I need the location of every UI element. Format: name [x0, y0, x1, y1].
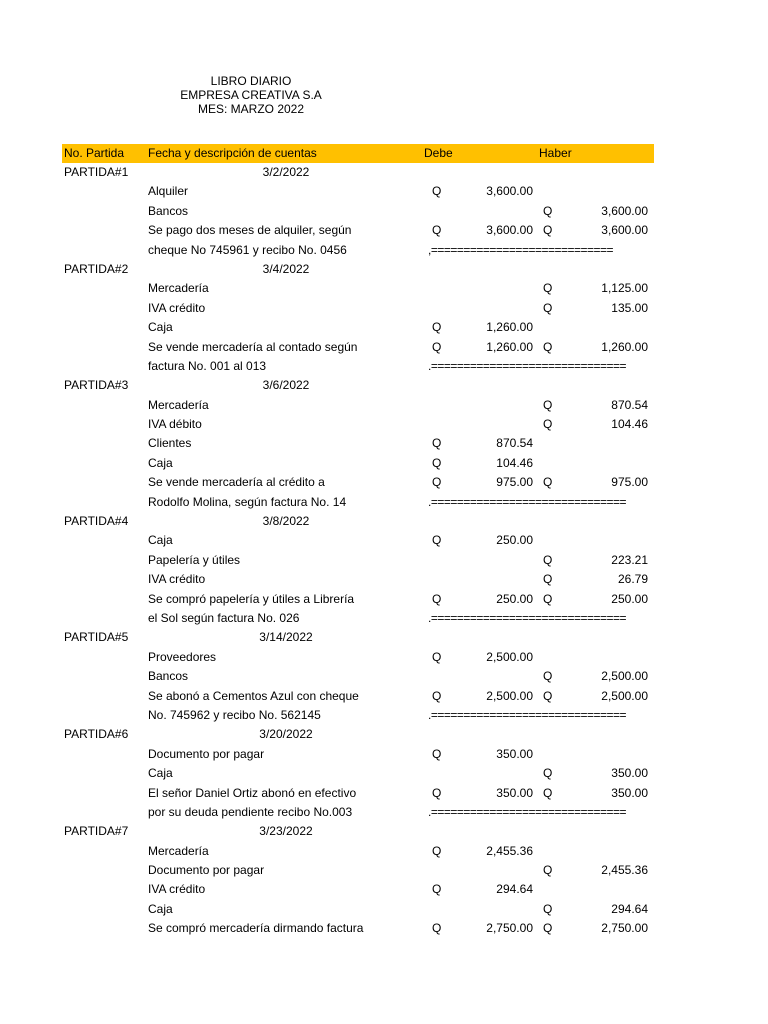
header-haber: Haber	[539, 146, 572, 160]
account-description: Documento por pagar	[148, 746, 265, 761]
account-description: Mercadería	[148, 281, 209, 296]
title-line: LIBRO DIARIO	[210, 74, 292, 88]
separator-line: .==============================	[428, 610, 627, 625]
debe-amount: 2,500.00	[486, 688, 533, 703]
entry-row	[62, 279, 654, 298]
haber-amount: 975.00	[611, 475, 648, 490]
header-partida: No. Partida	[64, 146, 125, 160]
partida-label: PARTIDA#3	[64, 378, 129, 393]
entry-row	[62, 900, 654, 919]
debe-amount: 2,750.00	[486, 921, 533, 936]
account-description: Caja	[148, 901, 173, 916]
partida-label: PARTIDA#6	[64, 727, 129, 742]
haber-amount: 2,500.00	[601, 688, 648, 703]
partida-label: PARTIDA#2	[64, 261, 129, 276]
header-description: Fecha y descripción de cuentas	[148, 146, 317, 160]
entry-row	[62, 590, 654, 609]
haber-amount: 3,600.00	[601, 203, 648, 218]
journal-table	[62, 144, 654, 939]
partida-row	[62, 628, 654, 647]
debe-amount: 2,455.36	[486, 843, 533, 858]
note-row	[62, 241, 654, 260]
account-description: Se compró mercadería dirmando factura	[148, 921, 364, 936]
haber-amount: 2,500.00	[601, 669, 648, 684]
account-description: Mercadería	[148, 843, 209, 858]
partida-date: 3/2/2022	[262, 165, 310, 179]
debe-amount: 350.00	[496, 785, 533, 800]
debe-amount: 3,600.00	[486, 184, 533, 199]
account-description: Caja	[148, 320, 173, 335]
table-header	[62, 144, 654, 163]
entry-row	[62, 299, 654, 318]
entry-row	[62, 648, 654, 667]
account-description: IVA crédito	[148, 572, 206, 587]
partida-label: PARTIDA#4	[64, 514, 129, 529]
haber-currency: Q	[543, 281, 553, 296]
debe-currency: Q	[432, 688, 442, 703]
debe-amount: 3,600.00	[486, 223, 533, 238]
separator-line: .==============================	[428, 804, 627, 819]
account-description: Se abonó a Cementos Azul con cheque	[148, 688, 359, 703]
entry-row	[62, 551, 654, 570]
debe-currency: Q	[432, 436, 442, 451]
entry-row	[62, 396, 654, 415]
debe-amount: 870.54	[496, 436, 533, 451]
haber-amount: 350.00	[611, 766, 648, 781]
account-description: Se vende mercadería al crédito a	[148, 475, 325, 490]
account-description: Documento por pagar	[148, 863, 265, 878]
partida-row	[62, 163, 654, 182]
haber-amount: 26.79	[617, 572, 648, 587]
entry-row	[62, 687, 654, 706]
note-row	[62, 609, 654, 628]
debe-amount: 294.64	[496, 882, 533, 897]
haber-amount: 3,600.00	[601, 223, 648, 238]
debe-currency: Q	[432, 455, 442, 470]
haber-currency: Q	[543, 766, 553, 781]
entry-row	[62, 454, 654, 473]
haber-currency: Q	[543, 552, 553, 567]
entry-note: cheque No 745961 y recibo No. 0456	[148, 242, 347, 257]
account-description: Caja	[148, 455, 173, 470]
entry-note: No. 745962 y recibo No. 562145	[148, 707, 321, 722]
account-description: El señor Daniel Ortiz abonó en efectivo	[148, 785, 357, 800]
entry-row	[62, 745, 654, 764]
haber-amount: 1,125.00	[601, 281, 648, 296]
entry-row	[62, 531, 654, 550]
entry-row	[62, 202, 654, 221]
partida-row	[62, 376, 654, 395]
entry-row	[62, 221, 654, 240]
entry-row	[62, 182, 654, 201]
note-row	[62, 357, 654, 376]
separator-line: .==============================	[428, 494, 627, 509]
debe-amount: 1,260.00	[486, 320, 533, 335]
entry-row	[62, 473, 654, 492]
entry-row	[62, 784, 654, 803]
account-description: Bancos	[148, 203, 189, 218]
account-description: Se pago dos meses de alquiler, según	[148, 223, 352, 238]
haber-amount: 1,260.00	[601, 339, 648, 354]
partida-row	[62, 725, 654, 744]
debe-currency: Q	[432, 184, 442, 199]
debe-currency: Q	[432, 591, 442, 606]
debe-amount: 250.00	[496, 591, 533, 606]
month-line: MES: MARZO 2022	[197, 102, 305, 116]
haber-currency: Q	[543, 223, 553, 238]
debe-currency: Q	[432, 649, 442, 664]
haber-amount: 223.21	[611, 552, 648, 567]
separator-line: .==============================	[428, 358, 627, 373]
debe-amount: 975.00	[496, 475, 533, 490]
partida-label: PARTIDA#1	[64, 165, 129, 179]
separator-line: ,============================	[428, 242, 614, 257]
haber-currency: Q	[543, 475, 553, 490]
document-title	[0, 74, 768, 116]
debe-currency: Q	[432, 223, 442, 238]
separator-line: .==============================	[428, 707, 627, 722]
account-description: Caja	[148, 766, 173, 781]
haber-currency: Q	[543, 785, 553, 800]
haber-currency: Q	[543, 417, 553, 432]
debe-currency: Q	[432, 882, 442, 897]
entry-row	[62, 570, 654, 589]
haber-amount: 250.00	[611, 591, 648, 606]
partida-label: PARTIDA#7	[64, 824, 129, 839]
entry-row	[62, 434, 654, 453]
partida-row	[62, 260, 654, 279]
account-description: Clientes	[148, 436, 192, 451]
account-description: IVA crédito	[148, 300, 206, 315]
debe-amount: 1,260.00	[486, 339, 533, 354]
partida-row	[62, 512, 654, 531]
haber-amount: 294.64	[611, 901, 648, 916]
entry-row	[62, 880, 654, 899]
entry-note: Rodolfo Molina, según factura No. 14	[148, 494, 347, 509]
account-description: Alquiler	[148, 184, 189, 199]
account-description: Mercadería	[148, 397, 209, 412]
entry-row	[62, 919, 654, 938]
entry-note: el Sol según factura No. 026	[148, 610, 300, 625]
entry-row	[62, 318, 654, 337]
haber-currency: Q	[543, 921, 553, 936]
debe-currency: Q	[432, 746, 442, 761]
haber-currency: Q	[543, 901, 553, 916]
entry-row	[62, 667, 654, 686]
haber-amount: 870.54	[611, 397, 648, 412]
partida-date: 3/8/2022	[262, 514, 310, 529]
account-description: Se vende mercadería al contado según	[148, 339, 358, 354]
partida-date: 3/14/2022	[259, 630, 313, 645]
haber-amount: 2,750.00	[601, 921, 648, 936]
account-description: IVA crédito	[148, 882, 206, 897]
partida-date: 3/20/2022	[259, 727, 313, 742]
debe-currency: Q	[432, 921, 442, 936]
debe-currency: Q	[432, 475, 442, 490]
account-description: Caja	[148, 533, 173, 548]
partida-date: 3/23/2022	[259, 824, 313, 839]
account-description: Proveedores	[148, 649, 217, 664]
header-debe: Debe	[424, 146, 453, 160]
partida-date: 3/6/2022	[262, 378, 310, 393]
debe-currency: Q	[432, 320, 442, 335]
entry-row	[62, 842, 654, 861]
haber-currency: Q	[543, 863, 553, 878]
note-row	[62, 803, 654, 822]
partida-date: 3/4/2022	[262, 261, 310, 276]
debe-currency: Q	[432, 785, 442, 800]
haber-amount: 2,455.36	[601, 863, 648, 878]
partida-row	[62, 822, 654, 841]
company-line: EMPRESA CREATIVA S.A	[180, 88, 322, 102]
debe-currency: Q	[432, 533, 442, 548]
haber-currency: Q	[543, 688, 553, 703]
partida-label: PARTIDA#5	[64, 630, 129, 645]
table-body	[62, 163, 654, 939]
account-description: Bancos	[148, 669, 189, 684]
entry-row	[62, 338, 654, 357]
debe-amount: 350.00	[496, 746, 533, 761]
note-row	[62, 493, 654, 512]
haber-currency: Q	[543, 203, 553, 218]
haber-currency: Q	[543, 572, 553, 587]
debe-currency: Q	[432, 339, 442, 354]
haber-amount: 135.00	[611, 300, 648, 315]
haber-amount: 350.00	[611, 785, 648, 800]
haber-currency: Q	[543, 300, 553, 315]
account-description: Se compró papelería y útiles a Librería	[148, 591, 355, 606]
haber-currency: Q	[543, 397, 553, 412]
debe-amount: 2,500.00	[486, 649, 533, 664]
haber-amount: 104.46	[611, 417, 648, 432]
account-description: Papelería y útiles	[148, 552, 241, 567]
entry-row	[62, 861, 654, 880]
debe-amount: 104.46	[496, 455, 533, 470]
entry-row	[62, 764, 654, 783]
entry-row	[62, 415, 654, 434]
account-description: IVA débito	[148, 417, 202, 432]
debe-currency: Q	[432, 843, 442, 858]
debe-amount: 250.00	[496, 533, 533, 548]
haber-currency: Q	[543, 591, 553, 606]
entry-note: factura No. 001 al 013	[148, 358, 267, 373]
note-row	[62, 706, 654, 725]
entry-note: por su deuda pendiente recibo No.003	[148, 804, 353, 819]
haber-currency: Q	[543, 339, 553, 354]
haber-currency: Q	[543, 669, 553, 684]
